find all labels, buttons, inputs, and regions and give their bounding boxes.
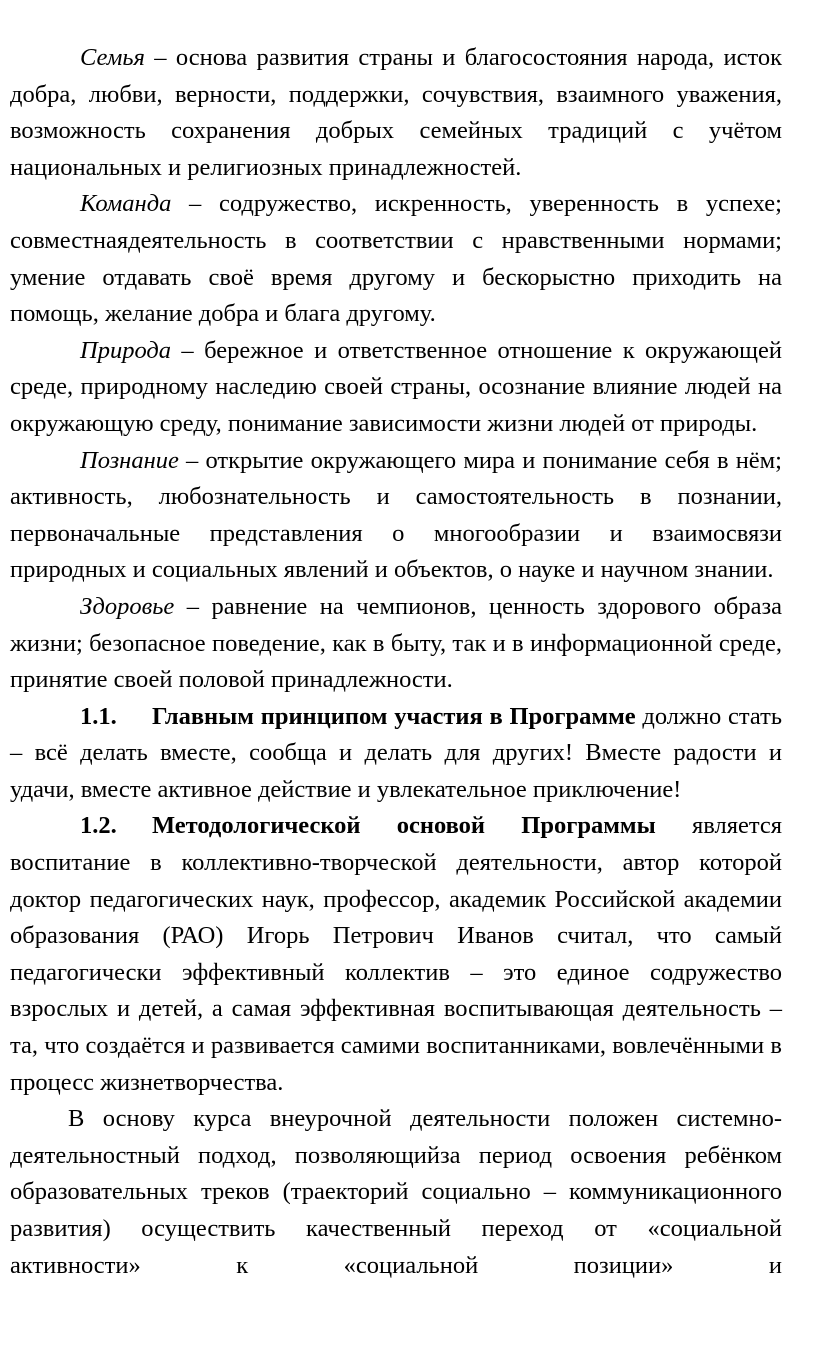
paragraph-1-2	[10, 808, 782, 1101]
principle-heading: Главным принципом участия в Программе	[152, 702, 636, 730]
term-family: Семья	[80, 44, 145, 71]
paragraph-knowledge	[10, 443, 782, 589]
section-number-1-2: 1.2.	[80, 812, 117, 840]
definition-family: – основа развития страны и благосостояния народа, исток добра, любви, верности, поддержки, сочувствия, взаимного уважения, возможность сохранения добрых семейных традиций с учётом национальных и религиозных принадлежностей.	[10, 44, 782, 181]
definition-nature: – бережное и ответственное отношение к окружающей среде, природному наследию своей страны, осознание влияние людей на окружающую среду, понимание зависимости жизни людей от природы.	[10, 336, 782, 437]
methodology-heading: Методологической основой Программы	[152, 812, 656, 840]
paragraph-health	[10, 589, 782, 699]
paragraph-1-1	[10, 699, 782, 809]
methodology-text: является воспитание в коллективно-творческой деятельности, автор которой доктор педагогических наук, профессор, академик Российской академии образования (РАО) Игорь Петрович Иванов считал, что самый педагогически эффективный коллектив – это единое содружество взрослых и детей, а самая эффективная воспитывающая деятельность – та, что создаётся и развивается самими воспитанниками, вовлечёнными в процесс жизнетворчества.	[10, 812, 782, 1096]
term-nature: Природа	[80, 336, 172, 364]
term-knowledge: Познание	[80, 446, 179, 474]
paragraph-basis	[10, 1101, 782, 1284]
section-number-1-1: 1.1.	[80, 702, 117, 730]
principle-text: должно стать – всё делать вместе, сообща и делать для других! Вместе радости и удачи, вместе активное действие и увлекательное приключение!	[10, 702, 782, 803]
definition-knowledge: – открытие окружающего мира и понимание себя в нём; активность, любознательность и самостоятельность в познании, первоначальные представления о многообразии и взаимосвязи природных и социальных явлений и объектов, о науке и научном знании.	[10, 446, 782, 584]
basis-text: В основу курса внеурочной деятельности положен системно-деятельностный подход, позволяющийза период освоения ребёнком образовательных треков (траекторий социально – коммуникационного развития) осуществить качественный переход от «социальной активности» к «социальной позиции» и	[10, 1105, 782, 1279]
paragraph-nature	[10, 333, 782, 443]
paragraph-family	[10, 40, 782, 186]
term-team: Команда	[80, 190, 172, 218]
definition-health: – равнение на чемпионов, ценность здорового образа жизни; безопасное поведение, как в быту, так и в информационной среде, принятие своей половой принадлежности.	[10, 592, 782, 694]
document-page	[10, 40, 782, 1284]
definition-team: – содружество, искренность, уверенность в успехе; совместнаядеятельность в соответствии с нравственными нормами; умение отдавать своё время другому и бескорыстно приходить на помощь, желание добра и блага другому.	[10, 190, 782, 328]
paragraph-team	[10, 186, 782, 332]
term-health: Здоровье	[80, 592, 175, 620]
